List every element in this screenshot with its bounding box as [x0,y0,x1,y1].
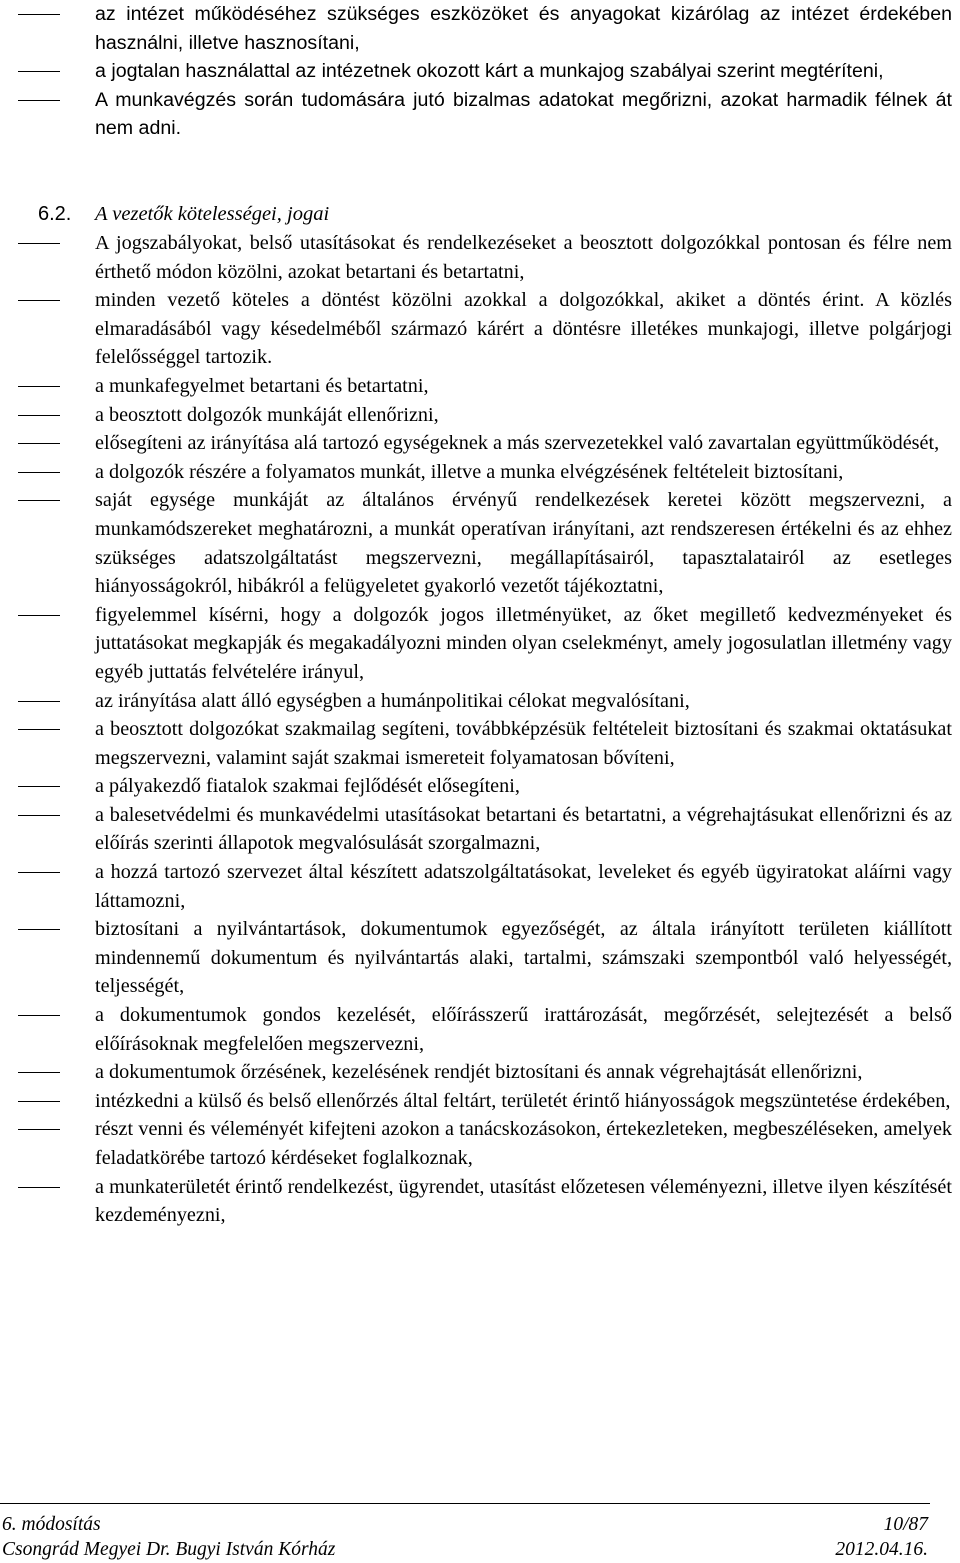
list-item-text: a beosztott dolgozók munkáját ellenőrizni, [95,403,439,426]
list-item [0,1087,956,1116]
list-item [0,372,956,401]
list-item-text: a munkaterületét érintő rendelkezést, ügyrendet, utasítást előzetesen véleményezni, illetve ilyen készítését kezdeményezni, [95,1175,952,1227]
dash-bullet-icon [18,386,60,387]
dash-bullet-icon [18,300,60,301]
dash-bullet-icon [18,500,60,501]
dash-bullet-icon [18,1129,60,1130]
list-item [0,1001,956,1058]
footer-divider [0,1503,930,1504]
dash-bullet-icon [18,786,60,787]
dash-bullet-icon [18,1101,60,1102]
list-item [0,401,956,430]
list-item [0,801,956,858]
list-item [0,429,956,458]
list-item [0,1115,956,1172]
list-item-text: a dokumentumok őrzésének, kezelésének rendjét biztosítani és annak végrehajtását ellenőrizni, [95,1061,863,1084]
list-item-text: a dokumentumok gondos kezelését, előírásszerű irattározását, megőrzését, selejtezését a belső előírásoknak megfelelően megszervezni, [95,1004,952,1055]
footer-date: 2012.04.16. [835,1539,928,1560]
dash-bullet-icon [18,472,60,473]
list-item [0,772,956,801]
list-item [0,915,956,1001]
list-item [0,486,956,600]
dash-bullet-icon [18,729,60,730]
dash-bullet-icon [18,701,60,702]
list-item-text: elősegíteni az irányítása alá tartozó egységeknek a más szervezetekkel való zavartalan együttműködését, [95,432,940,455]
section-number: 6.2. [38,203,72,225]
footer-page-number: 10/87 [883,1514,928,1535]
list-item [0,1173,956,1230]
list-item [0,715,956,772]
list-item [0,858,956,915]
list-item [0,86,956,143]
list-item [0,1058,956,1087]
dash-bullet-icon [18,243,60,244]
list-item-text: intézkedni a külső és belső ellenőrzés által feltárt, területét érintő hiányosságok megszüntetése érdekében, [95,1089,951,1112]
list-item [0,458,956,487]
list-item-text: a munkafegyelmet betartani és betartatni, [95,374,429,397]
dash-bullet-icon [18,1015,60,1016]
list-item [0,229,956,286]
dash-bullet-icon [18,872,60,873]
dash-bullet-icon [18,1187,60,1188]
list-item [0,687,956,716]
list-item-text: A munkavégzés során tudomására jutó bizalmas adatokat megőrizni, azokat harmadik félnek át nem adni. [95,88,952,140]
list-item [0,0,956,57]
dash-bullet-icon [18,14,60,15]
footer-top-line [2,1513,928,1537]
list-item-text: az irányítása alatt álló egységben a humánpolitikai célokat megvalósítani, [95,689,690,712]
list-item-text: a pályakezdő fiatalok szakmai fejlődését elősegíteni, [95,775,520,798]
list-item-text: a hozzá tartozó szervezet által készített adatszolgáltatásokat, leveleket és egyéb ügyiratokat aláírni vagy láttamozni, [95,861,952,912]
list-item [0,57,956,86]
list-item-text: a balesetvédelmi és munkavédelmi utasításokat betartani és betartatni, a végrehajtásukat ellenőrizni és az előírás szerinti állapotok megvalósulását szorgalmazni, [95,803,952,855]
list-item-text: a dolgozók részére a folyamatos munkát, illetve a munka elvégzésének feltételeit biztosítani, [95,460,844,483]
duties-list-continued [0,0,956,143]
list-item-text: biztosítani a nyilvántartások, dokumentumok egyezőségét, az általa irányított területen kiállított mindennemű dokumentum és nyilvántartás alaki, tartalmi, számszaki szempontból való helyességét, teljességét, [95,918,952,998]
list-item-text: saját egysége munkáját az általános érvényű rendelkezések keretei között megszervezni, a munkamódszereket meghatározni, a munkát operatívan irányítani, azt rendszeresen értékelni és az ehhez szükséges adatszolgáltatást megszervezni, megállapításairól, tapasztalatairól az esetleges hiányosságokról, hibákról a felügyeletet gyakorló vezetőt tájékoztatni, [95,489,952,598]
footer-institution: Csongrád Megyei Dr. Bugyi István Kórház [2,1539,336,1560]
list-item [0,601,956,687]
list-item-text: A jogszabályokat, belső utasításokat és rendelkezéseket a beosztott dolgozókkal pontosan és félre nem érthető módon közölni, azokat betartani és betartatni, [95,232,952,283]
list-item [0,286,956,372]
dash-bullet-icon [18,415,60,416]
dash-bullet-icon [18,615,60,616]
list-item-text: az intézet működéséhez szükséges eszközöket és anyagokat kizárólag az intézet érdekében használni, illetve hasznosítani, [95,3,952,54]
list-item-text: a beosztott dolgozókat szakmailag segíteni, továbbképzésük feltételeit biztosítani és szakmai oktatásukat megszervezni, valamint saját szakmai ismereteit folyamatosan bővíteni, [95,718,952,769]
dash-bullet-icon [18,71,60,72]
list-item-text: minden vezető köteles a döntést közölni azokkal a dolgozókkal, akiket a döntés érint. A közlés elmaradásából vagy késedelméből származó kárért a döntésre illetékes munkajogi, illetve polgárjogi felelősséggel tartozik. [95,289,952,369]
manager-duties-list [0,229,956,1230]
list-item-text: a jogtalan használattal az intézetnek okozott kárt a munkajog szabályai szerint megtéríteni, [95,60,884,83]
dash-bullet-icon [18,815,60,816]
dash-bullet-icon [18,100,60,101]
footer-bottom-line [2,1538,928,1562]
footer-revision: 6. módosítás [2,1514,101,1535]
dash-bullet-icon [18,1072,60,1073]
dash-bullet-icon [18,443,60,444]
list-item-text: figyelemmel kísérni, hogy a dolgozók jogos illetményüket, az őket megillető kedvezményeket és juttatásokat megkapják és megakadályozni minden olyan cselekményt, amely jogosulatlan illetmény vagy egyéb juttatás felvételére irányul, [95,603,952,683]
dash-bullet-icon [18,929,60,930]
list-item-text: részt venni és véleményét kifejteni azokon a tanácskozásokon, értekezleteken, megbeszéléseken, amelyek feladatkörébe tartozó kérdéseket foglalkoznak, [95,1118,952,1169]
section-heading: A vezetők kötelességei, jogai [95,203,330,225]
